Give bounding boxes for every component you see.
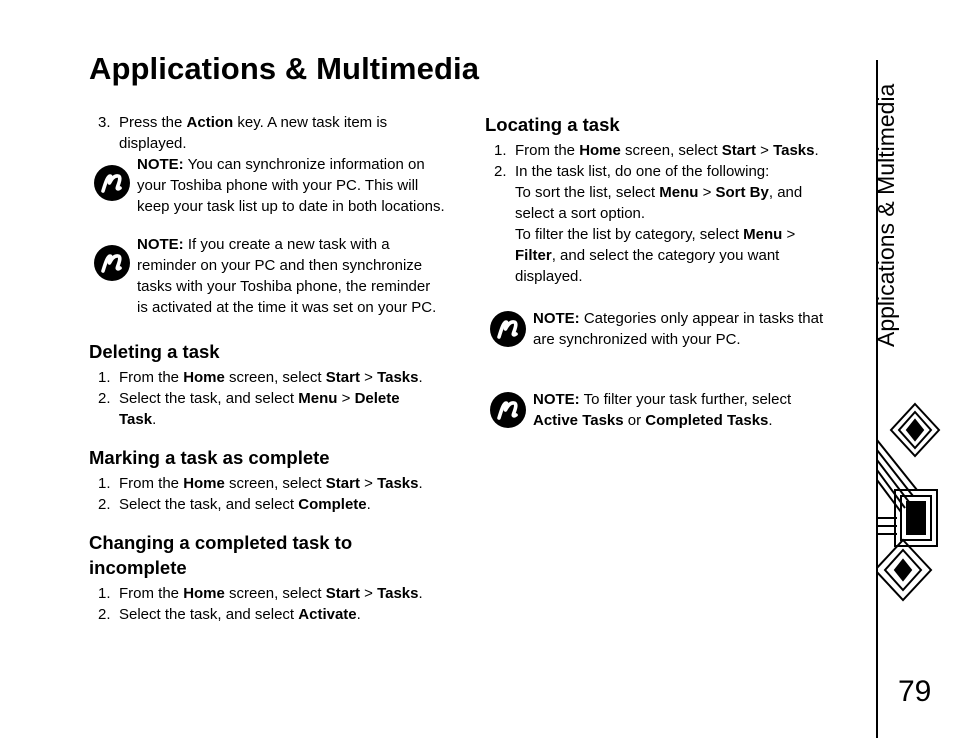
step-text xyxy=(119,388,474,430)
text-line xyxy=(515,245,860,266)
step-list xyxy=(89,473,474,515)
step-number: 2. xyxy=(98,606,111,623)
text-line xyxy=(119,494,474,515)
bold-term: Start xyxy=(325,369,360,386)
bold-term: Sort By xyxy=(715,184,769,201)
bold-term: NOTE: xyxy=(137,156,184,173)
text-line xyxy=(119,604,474,625)
left-column xyxy=(89,112,474,625)
text-run: Select the task, and select xyxy=(119,606,299,623)
bold-term: Home xyxy=(183,475,225,492)
step-number: 1. xyxy=(98,475,111,492)
step-text xyxy=(119,494,474,515)
text-run: To filter your task further, select xyxy=(579,391,792,408)
text-run: . xyxy=(152,411,157,428)
text-line xyxy=(515,161,860,182)
text-line xyxy=(533,308,860,329)
text-line xyxy=(137,255,474,276)
page-number: 79 xyxy=(898,675,932,708)
bold-term: NOTE: xyxy=(533,391,580,408)
bold-term: Start xyxy=(325,585,360,602)
note-icon xyxy=(94,245,130,281)
step-list xyxy=(485,140,860,287)
text-run: Select the task, and select xyxy=(119,496,299,513)
note-box xyxy=(485,308,860,350)
text-run: Categories only appear in tasks that xyxy=(579,310,824,327)
text-run: or xyxy=(623,412,646,429)
text-run: screen, select xyxy=(224,475,326,492)
text-line xyxy=(515,266,860,287)
text-run: To filter the list by category, select xyxy=(515,226,744,243)
text-run: To sort the list, select xyxy=(515,184,660,201)
step-item xyxy=(485,140,860,161)
bold-term: Start xyxy=(721,142,756,159)
text-line xyxy=(137,154,474,175)
text-line xyxy=(137,297,474,318)
step-number: 1. xyxy=(98,369,111,386)
text-run: Press the xyxy=(119,114,187,131)
text-run: . xyxy=(418,475,423,492)
text-run: . xyxy=(768,412,773,429)
bold-term: Activate xyxy=(298,606,357,623)
text-run: is activated at the time it was set on your PC. xyxy=(137,299,437,316)
step-item xyxy=(89,494,474,515)
bold-term: Menu xyxy=(298,390,338,407)
bold-term: Tasks xyxy=(377,475,419,492)
step-item xyxy=(89,473,474,494)
note-text xyxy=(137,154,474,217)
text-run: keep your task list up to date in both locations. xyxy=(137,198,445,215)
step-number: 3. xyxy=(98,114,111,131)
text-run: . xyxy=(418,585,423,602)
text-run: From the xyxy=(119,585,184,602)
note-text xyxy=(533,308,860,350)
bold-term: Tasks xyxy=(773,142,815,159)
bold-term: Tasks xyxy=(377,369,419,386)
note-box xyxy=(89,234,474,318)
text-line xyxy=(137,196,474,217)
note-box xyxy=(485,389,860,431)
text-run: select a sort option. xyxy=(515,205,646,222)
text-run: . xyxy=(356,606,361,623)
step-list xyxy=(89,583,474,625)
step-number: 2. xyxy=(494,163,507,180)
step-item xyxy=(485,161,860,287)
text-line xyxy=(119,473,474,494)
text-run: > xyxy=(337,390,355,407)
text-run: You can synchronize information on xyxy=(183,156,425,173)
section-marking-complete xyxy=(89,445,474,515)
step-text xyxy=(119,583,474,604)
section-heading: Marking a task as complete xyxy=(89,447,330,468)
text-run: From the xyxy=(515,142,580,159)
decorative-diamond-pattern-icon xyxy=(877,400,943,620)
step-text xyxy=(119,367,474,388)
section-changing-to-incomplete xyxy=(89,530,474,625)
note-text xyxy=(533,389,860,431)
bold-term: NOTE: xyxy=(137,236,184,253)
section-heading: Deleting a task xyxy=(89,341,220,362)
text-run: reminder on your PC and then synchronize xyxy=(137,257,423,274)
text-run: > xyxy=(359,369,378,386)
step-list xyxy=(89,112,474,154)
text-run: , and xyxy=(768,184,803,201)
step-text xyxy=(119,112,474,154)
note-icon xyxy=(490,392,526,428)
text-line xyxy=(137,175,474,196)
step-list xyxy=(89,367,474,430)
text-run: If you create a new task with a xyxy=(183,236,390,253)
step-item xyxy=(89,583,474,604)
text-run: From the xyxy=(119,475,184,492)
text-line xyxy=(515,224,860,245)
text-run: key. A new task item is xyxy=(233,114,388,131)
bold-term: Complete xyxy=(298,496,367,513)
note-icon xyxy=(490,311,526,347)
text-line xyxy=(533,389,860,410)
text-run: displayed. xyxy=(119,135,187,152)
bold-term: Menu xyxy=(743,226,783,243)
bold-term: Delete xyxy=(354,390,400,407)
bold-term: Task xyxy=(119,411,153,428)
text-line xyxy=(119,367,474,388)
text-run: . xyxy=(814,142,819,159)
text-run: displayed. xyxy=(515,268,583,285)
text-line xyxy=(515,182,860,203)
bold-term: Action xyxy=(186,114,234,131)
text-run: screen, select xyxy=(620,142,722,159)
bold-term: Active Tasks xyxy=(533,412,624,429)
text-line xyxy=(119,409,474,430)
note-box xyxy=(89,154,474,217)
text-run: , and select the category you want xyxy=(551,247,780,264)
bold-term: NOTE: xyxy=(533,310,580,327)
text-run: screen, select xyxy=(224,369,326,386)
step-item xyxy=(89,112,474,154)
bold-term: Home xyxy=(579,142,621,159)
step-item xyxy=(89,388,474,430)
text-line xyxy=(119,133,474,154)
text-run: In the task list, do one of the following: xyxy=(515,163,770,180)
step-text xyxy=(119,473,474,494)
section-heading: Locating a task xyxy=(485,114,620,135)
text-line xyxy=(137,276,474,297)
text-line xyxy=(119,388,474,409)
right-column xyxy=(485,112,860,431)
text-line xyxy=(533,329,860,350)
section-deleting-task xyxy=(89,339,474,430)
text-run: From the xyxy=(119,369,184,386)
bold-term: Start xyxy=(325,475,360,492)
text-run: are synchronized with your PC. xyxy=(533,331,741,348)
text-run: > xyxy=(359,585,378,602)
text-run: Select the task, and select xyxy=(119,390,299,407)
note-text xyxy=(137,234,474,318)
text-run: screen, select xyxy=(224,585,326,602)
text-run: . xyxy=(418,369,423,386)
bold-term: Tasks xyxy=(377,585,419,602)
text-run: > xyxy=(782,226,796,243)
text-line xyxy=(119,112,474,133)
text-line xyxy=(515,203,860,224)
step-text xyxy=(119,604,474,625)
step-number: 1. xyxy=(494,142,507,159)
step-text xyxy=(515,140,860,161)
text-run: > xyxy=(698,184,716,201)
bold-term: Completed Tasks xyxy=(645,412,769,429)
step-number: 1. xyxy=(98,585,111,602)
bold-term: Home xyxy=(183,585,225,602)
step-number: 2. xyxy=(98,496,111,513)
text-line xyxy=(515,140,860,161)
text-line xyxy=(533,410,860,431)
step-text xyxy=(515,161,860,287)
text-run: > xyxy=(359,475,378,492)
bold-term: Home xyxy=(183,369,225,386)
text-line xyxy=(119,583,474,604)
bold-term: Menu xyxy=(659,184,699,201)
note-icon xyxy=(94,165,130,201)
text-run: > xyxy=(755,142,774,159)
step-number: 2. xyxy=(98,390,111,407)
text-run: your Toshiba phone with your PC. This will xyxy=(137,177,419,194)
text-line xyxy=(137,234,474,255)
step-item xyxy=(89,604,474,625)
section-heading: Changing a completed task to incomplete xyxy=(89,532,353,578)
page-title: Applications & Multimedia xyxy=(89,51,480,86)
side-section-title: Applications & Multimedia xyxy=(873,83,899,347)
bold-term: Filter xyxy=(515,247,552,264)
text-run: . xyxy=(366,496,371,513)
text-run: tasks with your Toshiba phone, the reminder xyxy=(137,278,431,295)
step-item xyxy=(89,367,474,388)
